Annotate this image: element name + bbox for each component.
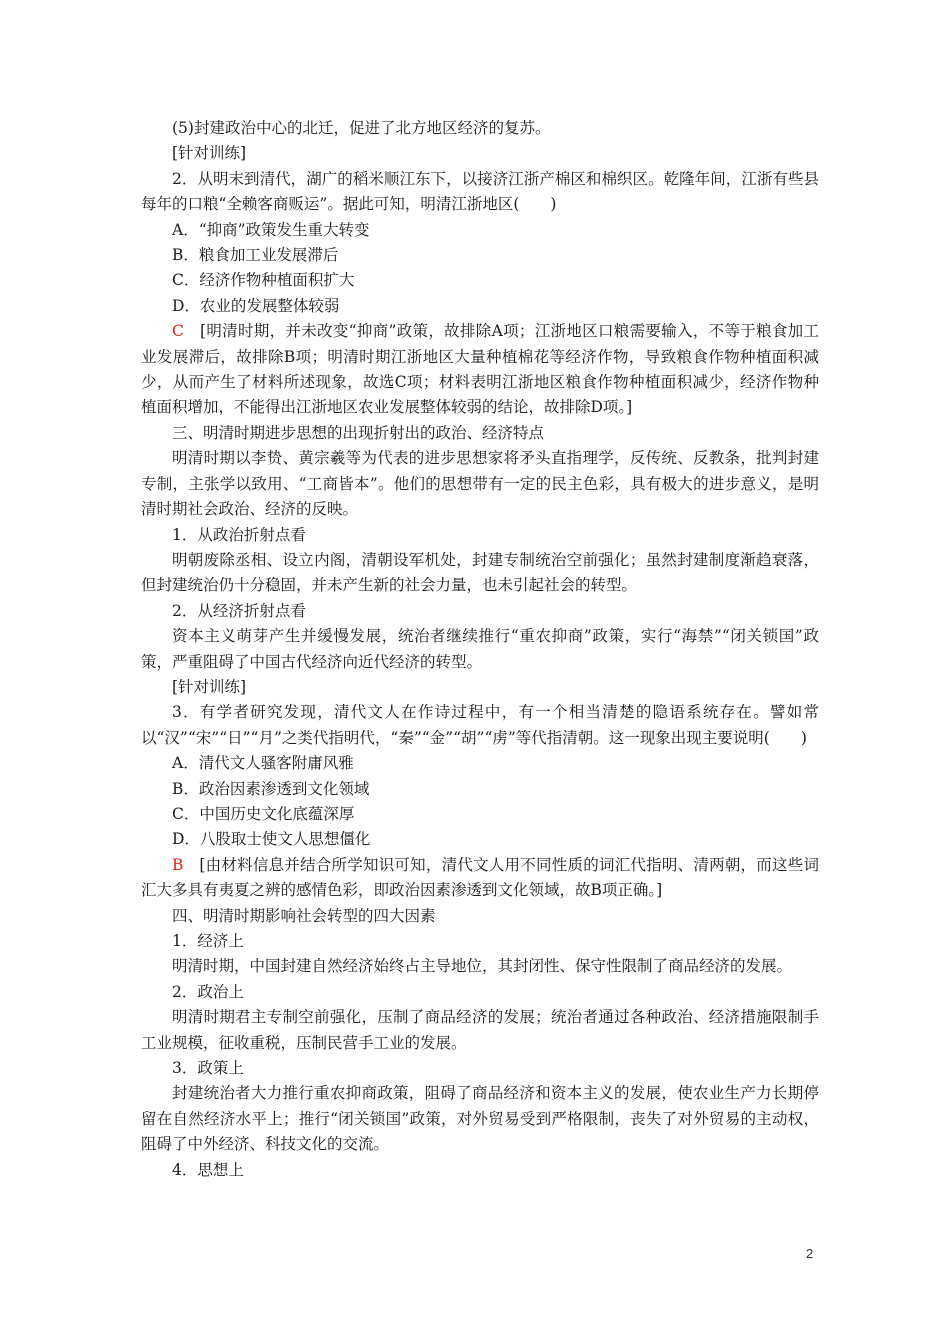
answer-explanation: [明清时期，并未改变“抑商”政策，故排除A项；江浙地区口粮需要输入，不等于粮食加工业发展滞后，故排除B项；明清时期江浙地区大量种植棉花等经济作物，导致粮食作物种植面积减少，从而产生了材料所述现象，故选C项；材料表明江浙地区粮食作物种植面积减少，经济作物种植面积增加，不能得出江浙地区农业发展整体较弱的结论，故排除D项。] xyxy=(141,322,819,417)
paragraph: (5)封建政治中心的北迁，促进了北方地区经济的复苏。 xyxy=(172,119,551,137)
paragraph: 明清时期，中国封建自然经济始终占主导地位，其封闭性、保守性限制了商品经济的发展。 xyxy=(172,957,793,976)
answer-letter: C xyxy=(172,322,184,341)
paragraph: B．粮食加工业发展滞后 xyxy=(172,246,339,265)
paragraph: 资本主义萌芽产生并缓慢发展，统治者继续推行“重农抑商”政策，实行“海禁”“闭关锁国”政策，严重阻碍了中国古代经济向近代经济的转型。 xyxy=(141,627,819,671)
paragraph: 明清时期君主专制空前强化，压制了商品经济的发展；统治者通过各种政治、经济措施限制手工业规模，征收重税，压制民营手工业的发展。 xyxy=(141,1008,819,1052)
paragraph: 三、明清时期进步思想的出现折射出的政治、经济特点 xyxy=(172,423,545,442)
paragraph: [针对训练] xyxy=(172,144,247,163)
document-body xyxy=(141,116,819,1183)
paragraph: 明朝废除丞相、设立内阁，清朝设军机处，封建专制统治空前强化；虽然封建制度渐趋衰落，但封建统治仍十分稳固，并未产生新的社会力量，也未引起社会的转型。 xyxy=(141,550,819,595)
paragraph: 明清时期以李贽、黄宗羲等为代表的进步思想家将矛头直指理学，反传统、反教条，批判封建专制，主张学以致用、“工商皆本”。他们的思想带有一定的民主色彩，具有极大的进步意义，是明清时期社会政治、经济的反映。 xyxy=(141,449,819,519)
paragraph: B．政治因素渗透到文化领域 xyxy=(172,779,370,798)
answer-paragraph xyxy=(141,319,819,421)
paragraph: 3．有学者研究发现，清代文人在作诗过程中，有一个相当清楚的隐语系统存在。譬如常以“汉”“宋”“日”“月”之类代指明代，“秦”“金”“胡”“虏”等代指清朝。这一现象出现主要说明( ) xyxy=(141,703,819,747)
page-number: 2 xyxy=(806,1246,814,1261)
paragraph: A．清代文人骚客附庸风雅 xyxy=(172,754,354,773)
paragraph: D．八股取士使文人思想僵化 xyxy=(172,830,371,849)
paragraph: C．经济作物种植面积扩大 xyxy=(172,271,355,290)
paragraph: 1．从政治折射点看 xyxy=(172,525,306,544)
paragraph: 2．政治上 xyxy=(172,982,244,1001)
paragraph: 2．从明末到清代，湖广的稻米顺江东下，以接济江浙产棉区和棉织区。乾隆年间，江浙有些县每年的口粮“全赖客商贩运”。据此可知，明清江浙地区( ) xyxy=(141,169,819,214)
paragraph: A．“抑商”政策发生重大转变 xyxy=(172,220,370,239)
paragraph: 封建统治者大力推行重农抑商政策，阻碍了商品经济和资本主义的发展，使农业生产力长期停留在自然经济水平上；推行“闭关锁国”政策，对外贸易受到严格限制，丧失了对外贸易的主动权，阻碍了中外经济、科技文化的交流。 xyxy=(141,1084,819,1154)
paragraph: 4．思想上 xyxy=(172,1160,244,1179)
paragraph: 3．政策上 xyxy=(172,1059,244,1078)
paragraph: D．农业的发展整体较弱 xyxy=(172,296,340,315)
paragraph: 1．经济上 xyxy=(172,932,244,950)
paragraph: 2．从经济折射点看 xyxy=(172,601,306,620)
paragraph: C．中国历史文化底蕴深厚 xyxy=(172,804,355,823)
answer-paragraph xyxy=(141,853,819,904)
paragraph: [针对训练] xyxy=(172,677,247,696)
answer-letter: B xyxy=(172,855,184,874)
paragraph: 四、明清时期影响社会转型的四大因素 xyxy=(172,906,436,925)
answer-explanation: [由材料信息并结合所学知识可知，清代文人用不同性质的词汇代指明、清两朝，而这些词汇大多具有夷夏之辨的感情色彩，即政治因素渗透到文化领域，故B项正确。] xyxy=(141,855,819,900)
